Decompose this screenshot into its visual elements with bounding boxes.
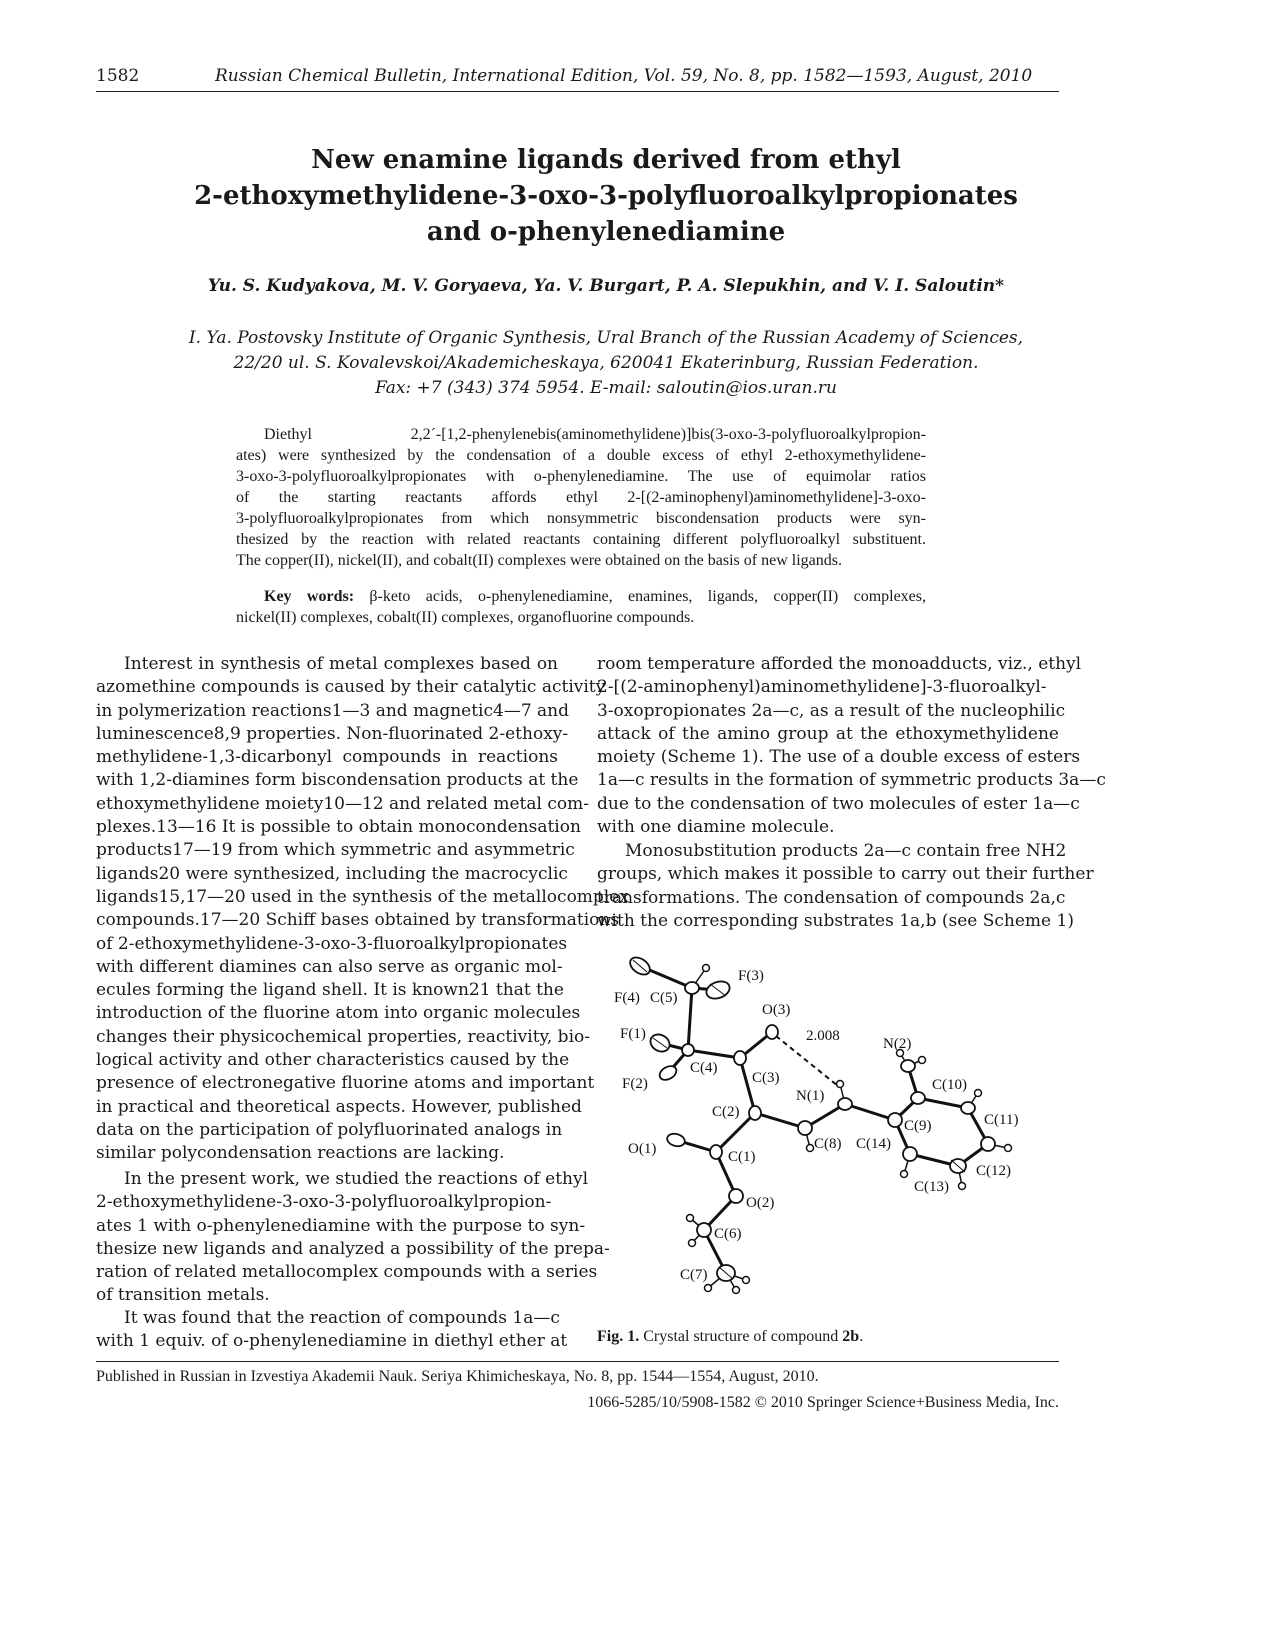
- text-line: changes their physicochemical properties, reactivity, bio-: [96, 1026, 590, 1047]
- text-line: 2-[(2-aminophenyl)aminomethylidene]-3-fluoroalkyl-: [597, 677, 1047, 698]
- atom-o1: [666, 1132, 686, 1148]
- text-line: of transition metals.: [96, 1285, 270, 1306]
- atom-label: F(4): [614, 990, 640, 1006]
- text-line: introduction of the fluorine atom into organic molecules: [96, 1003, 581, 1024]
- atom-c3: [734, 1051, 746, 1065]
- text-line: compounds.17—20 Schiff bases obtained by transformations: [96, 910, 620, 931]
- text-line: ligands20 were synthesized, including the macrocyclic: [96, 863, 568, 884]
- text-line: ates 1 with o-phenylenediamine with the purpose to syn-: [96, 1215, 586, 1236]
- abstract-line: of the starting reactants affords ethyl 2-[(2-aminophenyl)aminomethylidene]-3-oxo-: [236, 489, 926, 506]
- affiliation-line: 22/20 ul. S. Kovalevskoi/Akademicheskaya, 620041 Ekaterinburg, Russian Federation.: [233, 353, 979, 373]
- atom-labels: [614, 968, 1018, 1283]
- atom-h: [703, 965, 710, 972]
- title-line: 2-ethoxymethylidene-3-oxo-3-polyfluoroalkylpropionates: [194, 181, 1018, 211]
- keywords-label: Key words:: [264, 588, 355, 605]
- crystal-structure-figure: [600, 948, 1060, 1318]
- atom-h: [959, 1183, 966, 1190]
- keywords: [236, 586, 926, 628]
- text-line: luminescence8,9 properties. Non-fluorinated 2-ethoxy-: [96, 723, 569, 744]
- atom-label: C(1): [728, 1149, 756, 1165]
- text-line: with 1,2-diamines form biscondensation products at the: [96, 770, 579, 791]
- text-line: due to the condensation of two molecules of ester 1a—c: [597, 793, 1080, 814]
- footer-rule: [96, 1361, 1059, 1362]
- atom-h: [837, 1081, 844, 1088]
- title-line: New enamine ligands derived from ethyl: [311, 145, 901, 175]
- text-line: 1a—c results in the formation of symmetric products 3a—c: [597, 770, 1106, 791]
- text-line: similar polycondensation reactions are lacking.: [96, 1143, 505, 1164]
- caption-text: Crystal structure of compound: [643, 1328, 839, 1345]
- hbond-distance: 2.008: [806, 1028, 840, 1044]
- atom-label: F(2): [622, 1076, 648, 1092]
- text-line: data on the participation of polyfluorinated analogs in: [96, 1119, 563, 1140]
- right-column-para1: [597, 653, 1106, 839]
- text-line: ecules forming the ligand shell. It is known21 that the: [96, 980, 564, 1001]
- abstract-line: thesized by the reaction with related reactants containing different polyfluoroalkyl substituent.: [236, 531, 926, 548]
- atom-o2: [729, 1189, 743, 1203]
- caption-period: .: [859, 1328, 864, 1345]
- copyright-line: 1066-5285/10/5908-1582 © 2010 Springer Science+Business Media, Inc.: [587, 1394, 1059, 1411]
- atom-h: [705, 1285, 712, 1292]
- atom-h: [743, 1277, 750, 1284]
- title-line: and o-phenylenediamine: [426, 217, 786, 247]
- atom-c14: [888, 1113, 902, 1127]
- article-title: [96, 142, 1116, 250]
- right-column-para2: [597, 840, 1094, 933]
- heavy-atoms: [627, 954, 995, 1281]
- atom-label: C(5): [650, 990, 678, 1006]
- left-column-para2: [96, 1168, 610, 1308]
- keywords-line: [236, 586, 926, 607]
- atom-c2: [749, 1106, 761, 1120]
- authors: Yu. S. Kudyakova, M. V. Goryaeva, Ya. V. Burgart, P. A. Slepukhin, and V. I. Saloutin*: [207, 276, 1005, 296]
- bond: [688, 988, 692, 1050]
- affiliation-line: I. Ya. Postovsky Institute of Organic Synthesis, Ural Branch of the Russian Academy of Sciences,: [188, 328, 1024, 348]
- caption-label: Fig. 1.: [597, 1328, 640, 1345]
- keywords-text: β-keto acids, o-phenylenediamine, enamines, ligands, copper(II) complexes,: [369, 588, 927, 605]
- text-line: ration of related metallocomplex compounds with a series: [96, 1262, 598, 1283]
- text-line: Interest in synthesis of metal complexes based on: [124, 654, 558, 674]
- atom-c5: [685, 982, 699, 994]
- atom-h: [807, 1145, 814, 1152]
- text-line: transformations. The condensation of compounds 2a,c: [597, 887, 1066, 908]
- text-line: In the present work, we studied the reactions of ethyl: [124, 1169, 589, 1189]
- atom-label: O(2): [746, 1195, 775, 1211]
- atom-c6: [697, 1223, 711, 1237]
- text-line: thesize new ligands and analyzed a possibility of the prepa-: [96, 1238, 610, 1259]
- text-line: plexes.13—16 It is possible to obtain monocondensation: [96, 817, 581, 838]
- text-line: room temperature afforded the monoadducts, viz., ethyl: [597, 654, 1082, 674]
- text-line: with the corresponding substrates 1a,b (see Scheme 1): [597, 910, 1074, 931]
- atom-label: C(14): [856, 1136, 891, 1152]
- atom-label: O(3): [762, 1002, 791, 1018]
- affiliation-line: Fax: +7 (343) 374 5954. E-mail: saloutin@ios.uran.ru: [375, 378, 837, 398]
- text-line: methylidene-1,3-dicarbonyl compounds in reactions: [96, 747, 558, 768]
- abstract-line: Diethyl 2,2´-[1,2-phenylenebis(aminomethylidene)]bis(3-oxo-3-polyfluoroalkylpropion-: [264, 426, 926, 443]
- atom-label: C(13): [914, 1179, 949, 1195]
- atom-h: [975, 1090, 982, 1097]
- atom-label: C(2): [712, 1104, 740, 1120]
- bond: [688, 1050, 740, 1058]
- atom-c8: [798, 1121, 812, 1135]
- text-line: It was found that the reaction of compounds 1a—c: [124, 1308, 560, 1328]
- atom-h: [901, 1171, 908, 1178]
- caption-compound: 2b: [842, 1328, 860, 1345]
- atom-h: [689, 1240, 696, 1247]
- text-line: in polymerization reactions1—3 and magnetic4—7 and: [96, 700, 570, 721]
- atom-label: C(3): [752, 1070, 780, 1086]
- text-line: azomethine compounds is caused by their catalytic activity: [96, 677, 606, 698]
- atom-c1: [710, 1145, 722, 1159]
- atom-c13: [903, 1147, 917, 1161]
- atom-c11: [981, 1137, 995, 1151]
- affiliation: [96, 326, 1116, 401]
- atom-n1: [838, 1098, 852, 1110]
- keywords-line: nickel(II) complexes, cobalt(II) complexes, organofluorine compounds.: [236, 609, 695, 626]
- hydrogen-atoms: [687, 965, 1012, 1294]
- text-line: with different diamines can also serve as organic mol-: [96, 956, 563, 977]
- atom-label: C(6): [714, 1226, 742, 1242]
- text-line: with one diamine molecule.: [597, 817, 835, 838]
- abstract-line: 3-polyfluoroalkylpropionates from which nonsymmetric biscondensation products were syn-: [236, 510, 926, 527]
- left-column-para3: [96, 1307, 568, 1354]
- atom-label: N(1): [796, 1088, 825, 1104]
- page-number: 1582: [96, 66, 140, 86]
- text-line: Monosubstitution products 2a—c contain free NH2: [625, 841, 1067, 861]
- figure-caption: [597, 1328, 863, 1346]
- text-line: logical activity and other characteristics caused by the: [96, 1050, 570, 1071]
- atom-h: [687, 1215, 694, 1222]
- atom-c4: [682, 1044, 694, 1056]
- text-line: 3-oxopropionates 2a—c, as a result of the nucleophilic: [597, 700, 1066, 721]
- atom-label: F(1): [620, 1026, 646, 1042]
- atom-h: [1005, 1145, 1012, 1152]
- running-title: Russian Chemical Bulletin, International Edition, Vol. 59, No. 8, pp. 1582—1593, August, 2010: [215, 66, 1033, 86]
- header-rule: [96, 91, 1059, 92]
- text-line: attack of the amino group at the ethoxymethylidene: [597, 723, 1059, 744]
- text-line: in practical and theoretical aspects. However, published: [96, 1096, 582, 1117]
- atom-label: C(11): [984, 1112, 1019, 1128]
- atom-c9: [911, 1092, 925, 1104]
- text-line: of 2-ethoxymethylidene-3-oxo-3-fluoroalkylpropionates: [96, 933, 568, 954]
- abstract-line: The copper(II), nickel(II), and cobalt(II) complexes were obtained on the basis of new ligands.: [236, 552, 842, 569]
- atom-h: [733, 1287, 740, 1294]
- atom-h: [919, 1057, 926, 1064]
- text-line: ethoxymethylidene moiety10—12 and related metal com-: [96, 793, 589, 814]
- atom-label: C(10): [932, 1077, 967, 1093]
- atom-c10: [961, 1102, 975, 1114]
- text-line: with 1 equiv. of o-phenylenediamine in diethyl ether at: [96, 1331, 568, 1352]
- abstract-line: ates) were synthesized by the condensation of a double excess of ethyl 2-ethoxymethylidene-: [236, 447, 926, 464]
- text-line: 2-ethoxymethylidene-3-oxo-3-polyfluoroalkylpropion-: [96, 1192, 552, 1213]
- text-line: moiety (Scheme 1). The use of a double excess of esters: [597, 747, 1081, 768]
- text-line: products17—19 from which symmetric and asymmetric: [96, 840, 575, 861]
- publication-note: Published in Russian in Izvestiya Akademii Nauk. Seriya Khimicheskaya, No. 8, pp. 1544—1554, August, 2010.: [96, 1368, 819, 1385]
- abstract-line: 3-oxo-3-polyfluoroalkylpropionates with o-phenylenediamine. The use of equimolar ratios: [236, 468, 926, 485]
- atom-label: C(8): [814, 1136, 842, 1152]
- atom-n2: [901, 1060, 915, 1072]
- atom-label: C(7): [680, 1267, 708, 1283]
- atom-label: C(12): [976, 1163, 1011, 1179]
- bonds: [640, 966, 988, 1273]
- atom-o3: [766, 1025, 778, 1039]
- atom-label: F(3): [738, 968, 764, 984]
- abstract: [236, 424, 926, 571]
- atom-label: N(2): [883, 1036, 912, 1052]
- atom-label: C(4): [690, 1060, 718, 1076]
- text-line: presence of electronegative fluorine atoms and important: [96, 1073, 595, 1094]
- atom-label: O(1): [628, 1141, 657, 1157]
- text-line: ligands15,17—20 used in the synthesis of the metallocomplex: [96, 886, 629, 907]
- text-line: groups, which makes it possible to carry out their further: [597, 864, 1094, 885]
- atom-label: C(9): [904, 1118, 932, 1134]
